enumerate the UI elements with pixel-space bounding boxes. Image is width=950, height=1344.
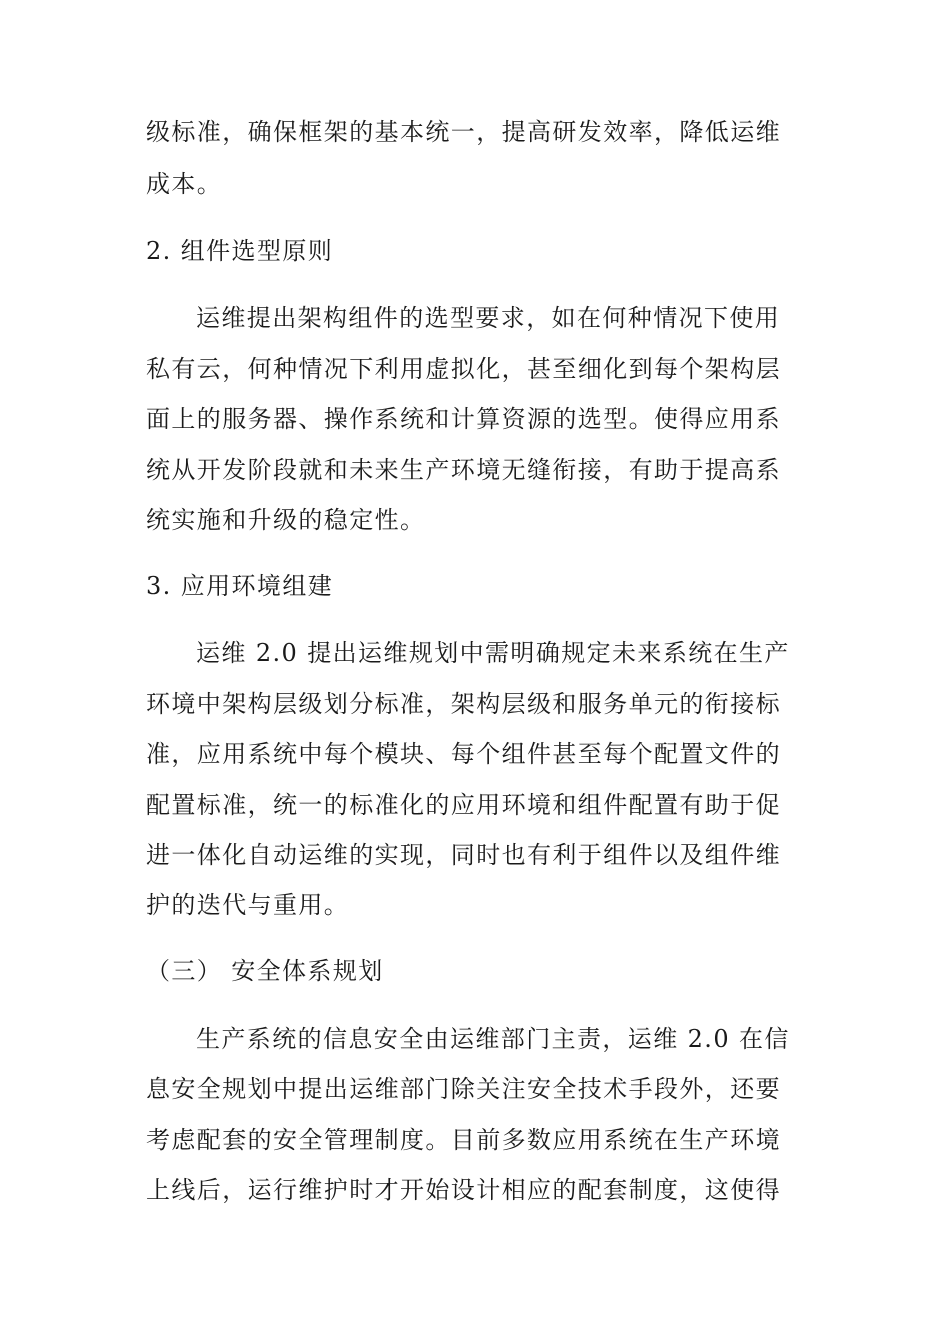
- paragraph-line: 上线后，运行维护时才开始设计相应的配套制度，这使得: [146, 1176, 781, 1204]
- paragraph-line: 生产系统的信息安全由运维部门主责，运维 2.0 在信: [196, 1025, 790, 1053]
- paragraph-line: 级标准，确保框架的基本统一，提高研发效率，降低运维: [146, 118, 781, 146]
- paragraph-line: 统从开发阶段就和未来生产环境无缝衔接，有助于提高系: [146, 456, 781, 484]
- section-heading: 2. 组件选型原则: [146, 237, 334, 265]
- paragraph-line: 私有云，何种情况下利用虚拟化，甚至细化到每个架构层: [146, 355, 781, 383]
- paragraph-line: 统实施和升级的稳定性。: [146, 506, 426, 534]
- paragraph-line: 配置标准，统一的标准化的应用环境和组件配置有助于促: [146, 791, 781, 819]
- paragraph-line: 面上的服务器、操作系统和计算资源的选型。使得应用系: [146, 405, 781, 433]
- section-heading: （三） 安全体系规划: [146, 957, 384, 985]
- paragraph-line: 准，应用系统中每个模块、每个组件甚至每个配置文件的: [146, 740, 781, 768]
- paragraph-line: 进一体化自动运维的实现，同时也有利于组件以及组件维: [146, 841, 781, 869]
- paragraph-line: 运维 2.0 提出运维规划中需明确规定未来系统在生产: [196, 639, 790, 667]
- paragraph-line: 运维提出架构组件的选型要求，如在何种情况下使用: [196, 304, 781, 332]
- paragraph-line: 息安全规划中提出运维部门除关注安全技术手段外，还要: [146, 1075, 781, 1103]
- paragraph-line: 护的迭代与重用。: [146, 891, 350, 919]
- section-heading: 3. 应用环境组建: [146, 572, 334, 600]
- paragraph-line: 考虑配套的安全管理制度。目前多数应用系统在生产环境: [146, 1126, 781, 1154]
- paragraph-line: 成本。: [146, 170, 223, 198]
- paragraph-line: 环境中架构层级划分标准，架构层级和服务单元的衔接标: [146, 690, 781, 718]
